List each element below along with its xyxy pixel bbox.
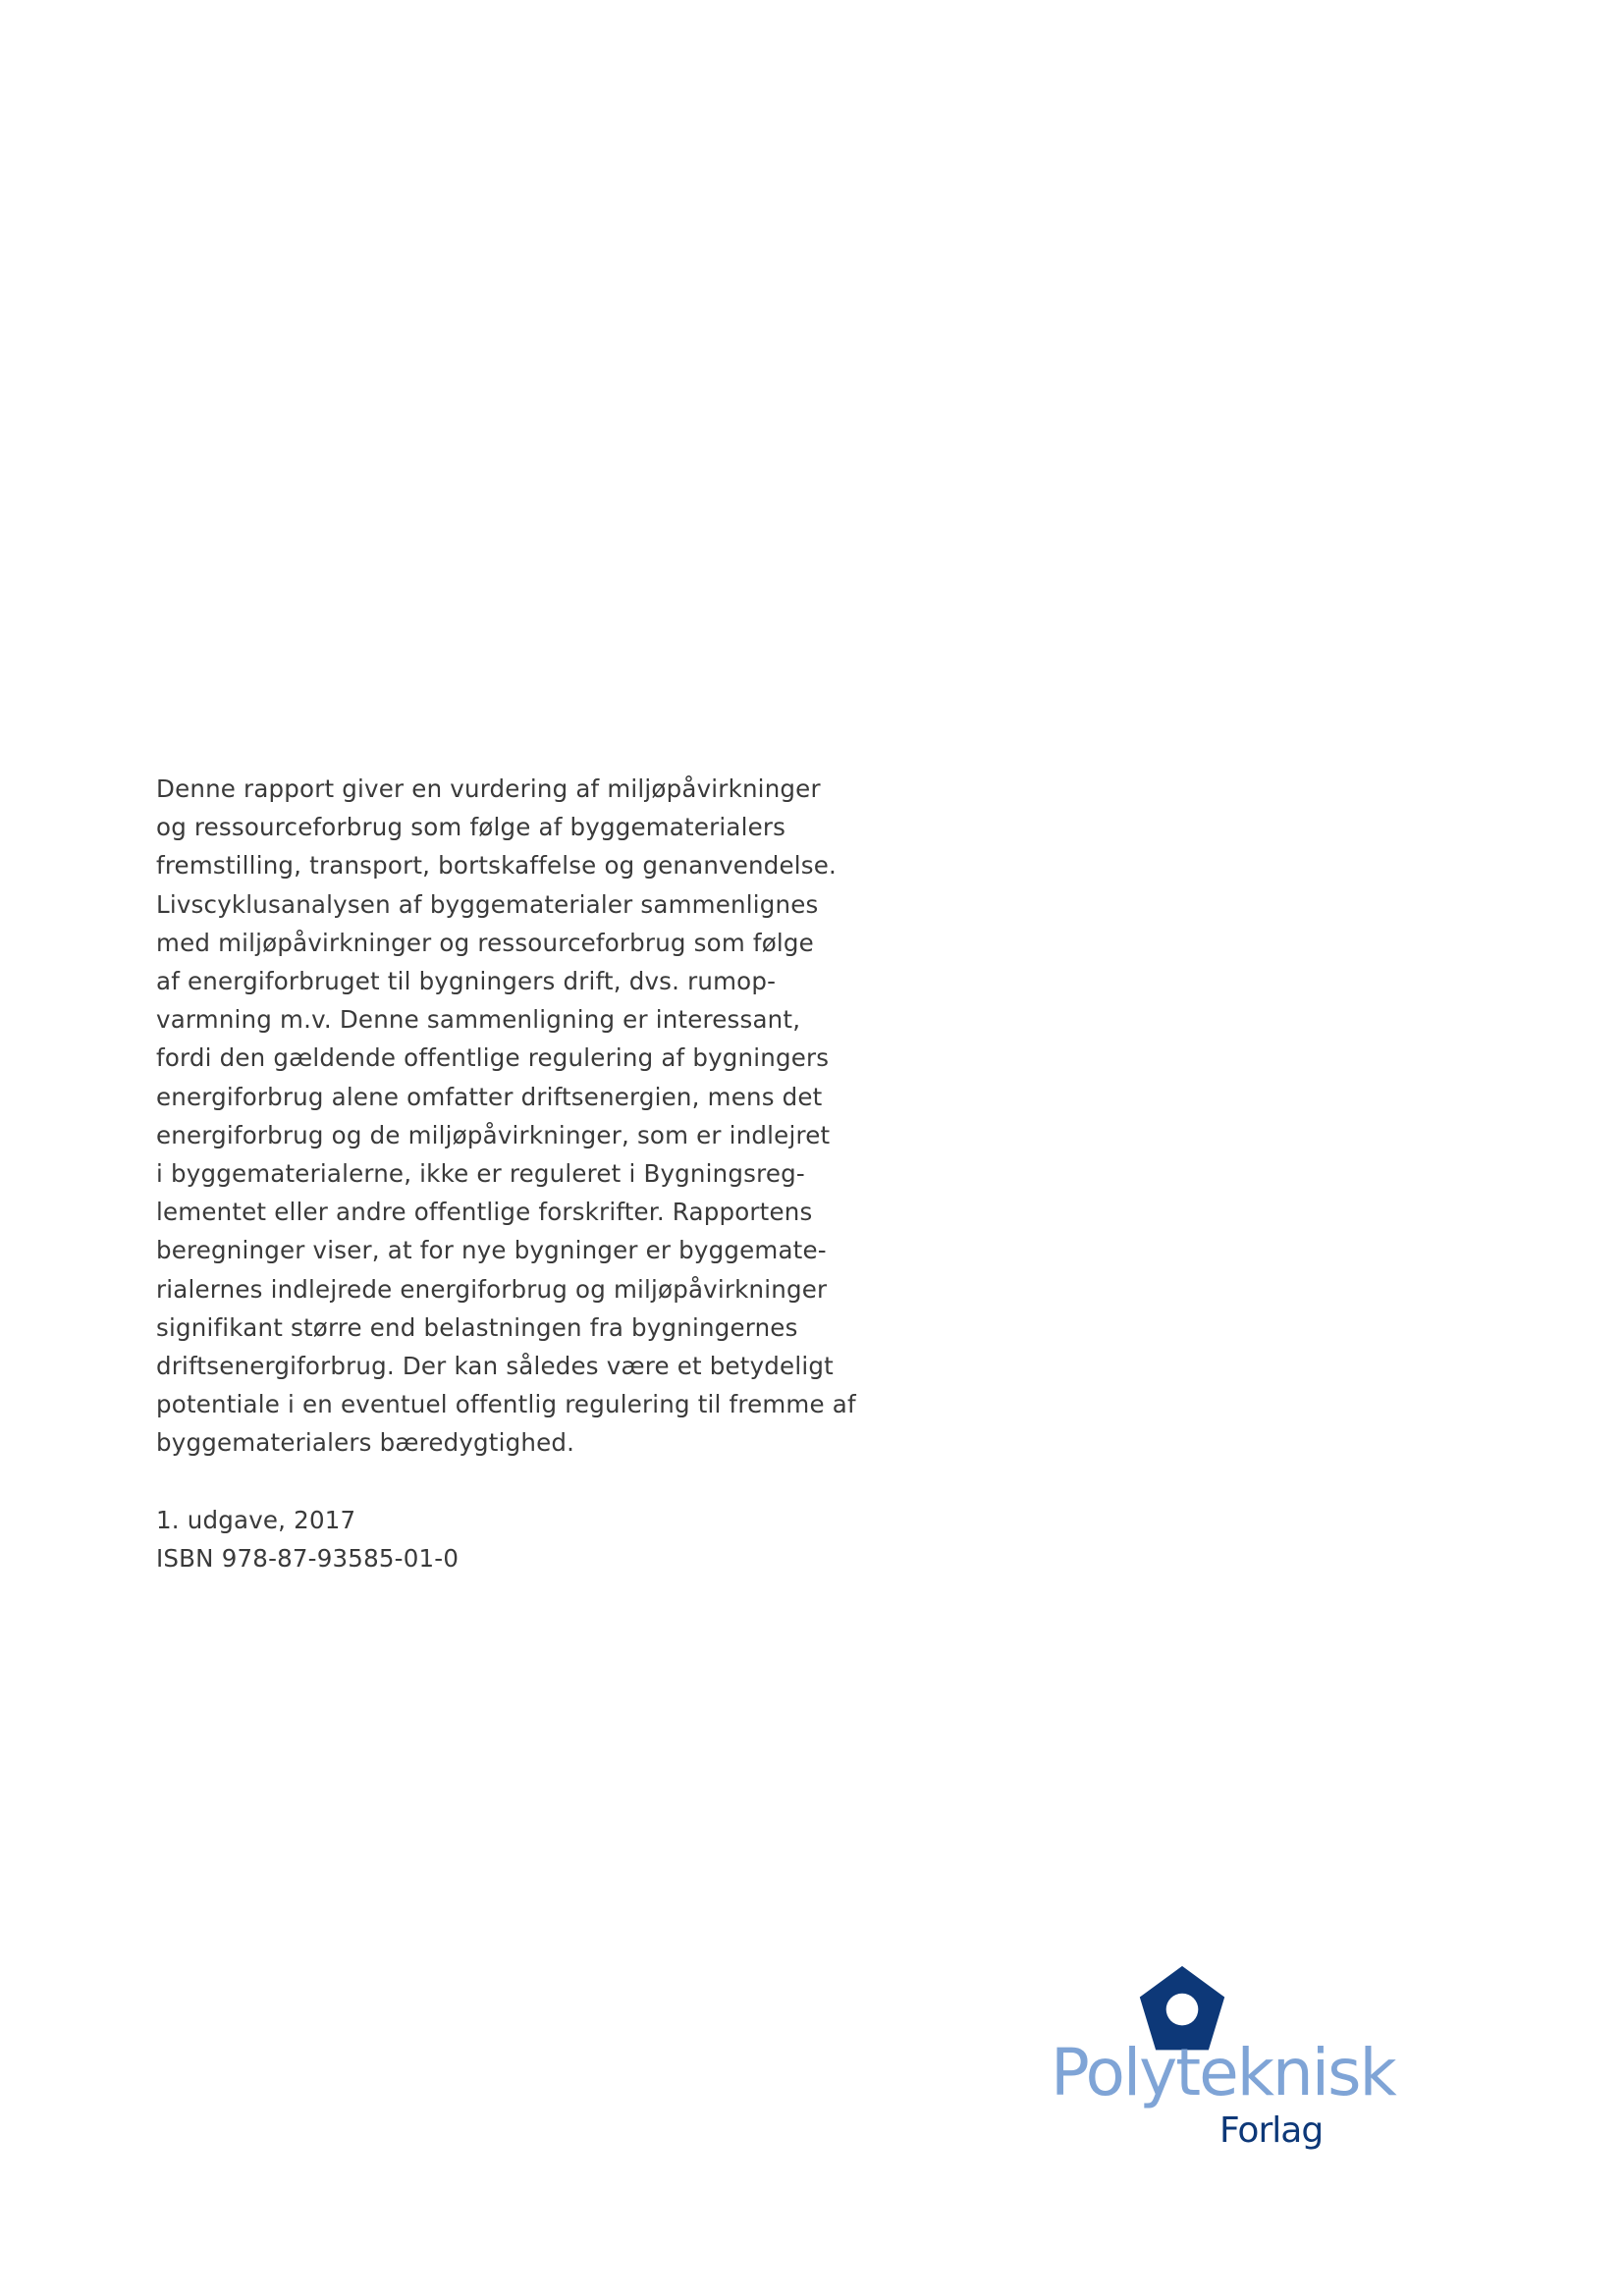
- isbn-number: ISBN 978-87-93585-01-0: [156, 1544, 460, 1574]
- blurb-line: fordi den gældende offentlige regulering af bygningers: [156, 1043, 830, 1073]
- blurb-line: af energiforbruget til bygningers drift, dvs. rumop-: [156, 967, 777, 996]
- blurb-line: fremstilling, transport, bortskaffelse og genanvendelse.: [156, 851, 838, 881]
- blurb-line: Denne rapport giver en vurdering af miljøpåvirkninger: [156, 774, 821, 803]
- back-cover-blurb: [156, 770, 902, 1463]
- publisher-subtitle: Forlag: [1219, 2110, 1324, 2151]
- blurb-line: signifikant større end belastningen fra bygningernes: [156, 1312, 798, 1342]
- blurb-line: beregninger viser, at for nye bygninger er byggemate-: [156, 1236, 827, 1265]
- blurb-line: Livscyklusanalysen af byggematerialer sammenlignes: [156, 889, 819, 919]
- blurb-line: lementet eller andre offentlige forskrifter. Rapportens: [156, 1198, 813, 1227]
- publisher-logo: [1051, 1963, 1404, 2218]
- blurb-line: og ressourceforbrug som følge af byggematerialers: [156, 813, 786, 842]
- edition-info: [156, 1501, 459, 1577]
- blurb-line: rialernes indlejrede energiforbrug og miljøpåvirkninger: [156, 1274, 828, 1304]
- blurb-line: med miljøpåvirkninger og ressourceforbrug som følge: [156, 928, 814, 957]
- blurb-line: potentiale i en eventuel offentlig regulering til fremme af: [156, 1390, 856, 1419]
- blurb-line: varmning m.v. Denne sammenligning er interessant,: [156, 1005, 801, 1035]
- blurb-line: energiforbrug alene omfatter driftsenergien, mens det: [156, 1082, 823, 1111]
- publisher-name: Polyteknisk: [1051, 2035, 1395, 2110]
- edition-label: 1. udgave, 2017: [156, 1506, 356, 1534]
- blurb-line: driftsenergiforbrug. Der kan således være et betydeligt: [156, 1352, 834, 1381]
- blurb-line: energiforbrug og de miljøpåvirkninger, som er indlejret: [156, 1120, 831, 1149]
- blurb-line: i byggematerialerne, ikke er reguleret i Bygningsreg-: [156, 1159, 805, 1189]
- blurb-line: byggematerialers bæredygtighed.: [156, 1428, 575, 1458]
